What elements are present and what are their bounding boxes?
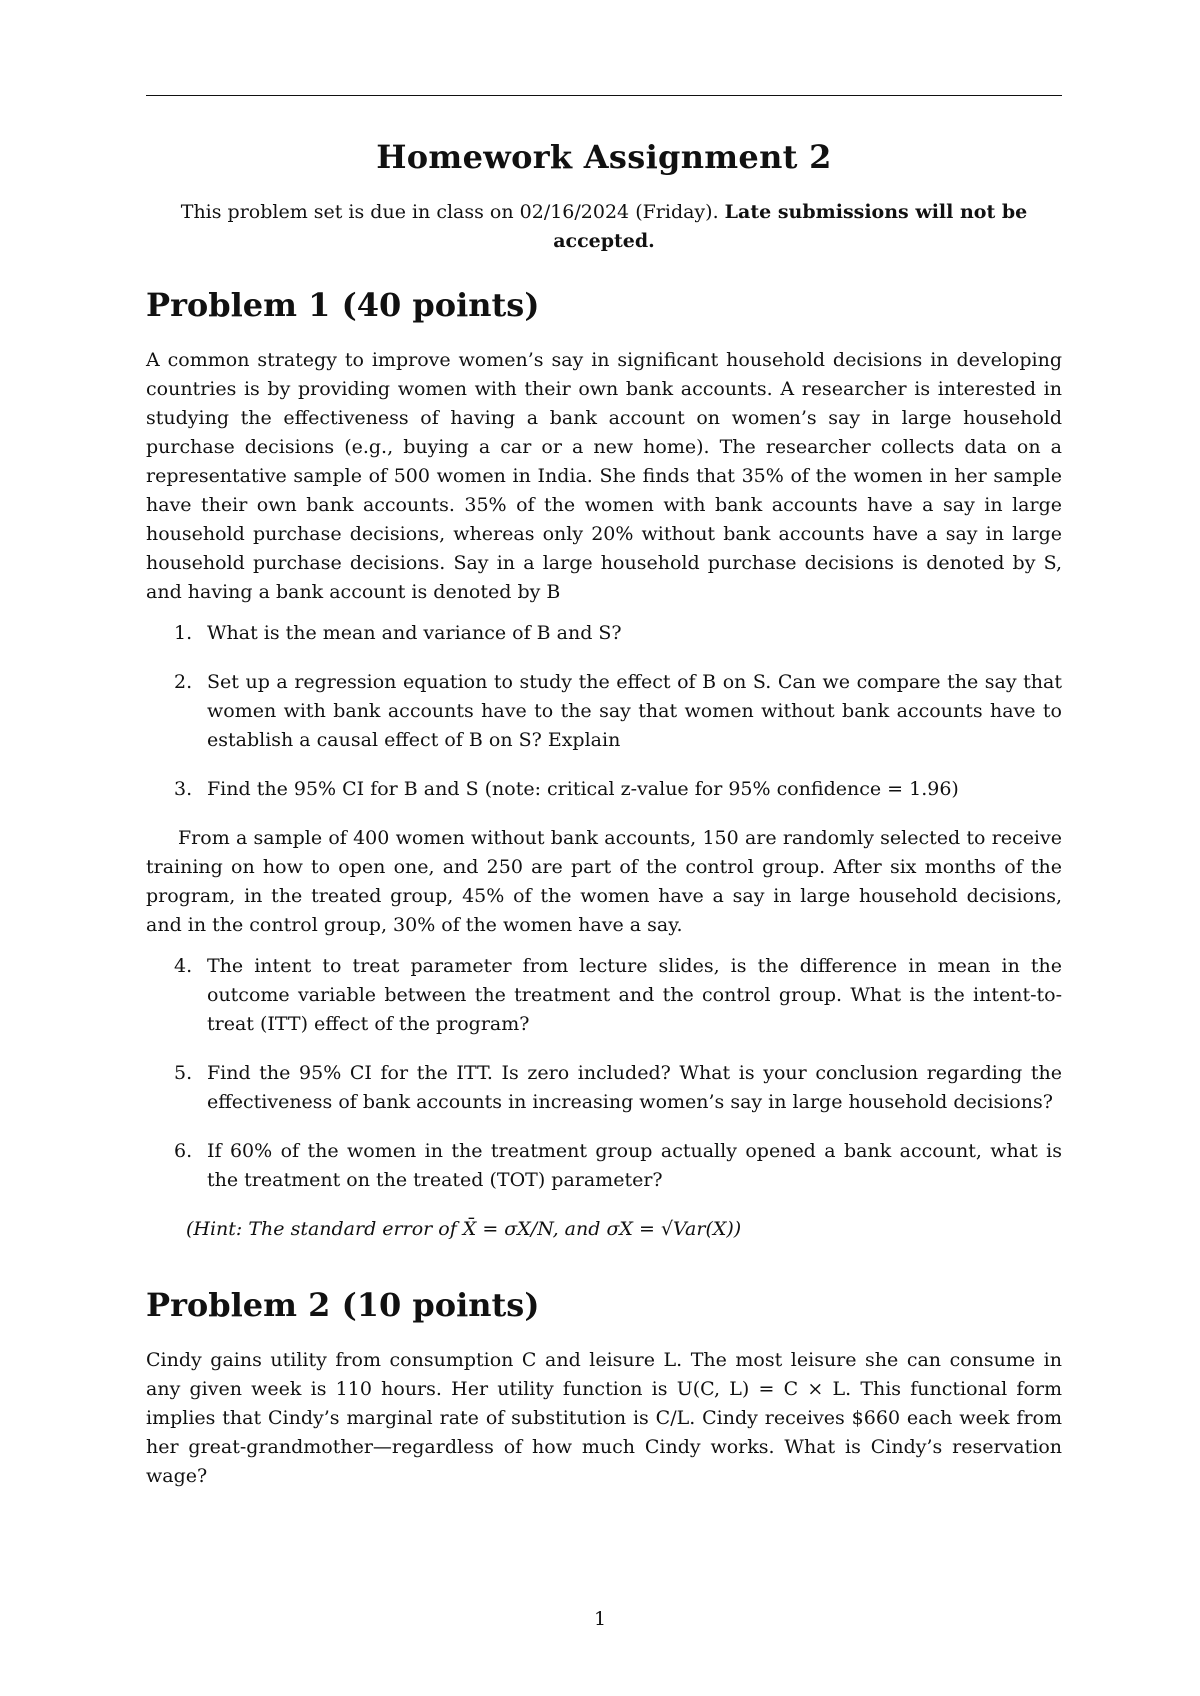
question-item [146,1137,1062,1195]
question-number: 2. [174,671,193,693]
problem-1-intro: A common strategy to improve women’s say in significant household decisions in developing countries is by providing women with their own bank accounts. A researcher is interested in studying the effectiveness of having a bank account on women’s say in large household purchase decisions (e.g., buying a car or a new home). The researcher collects data on a representative sample of 500 women in India. She finds that 35% of the women in her sample have their own bank accounts. 35% of the women with bank accounts have a say in large household purchase decisions, whereas only 20% without bank accounts have a say in large household purchase decisions. Say in a large household purchase decisions is denoted by S, and having a bank account is denoted by B [146,349,1062,603]
question-item [146,952,1062,1039]
problem-1-middle: From a sample of 400 women without bank accounts, 150 are randomly selected to receive training on how to open one, and 250 are part of the control group. After six months of the program, in the treated group, 45% of the women have a say in large household decisions, and in the control group, 30% of the women have a say. [146,827,1062,936]
page-number: 1 [593,1608,607,1630]
problem-2-heading: Problem 2 (10 points) [146,1286,540,1324]
question-text: The intent to treat parameter from lecture slides, is the difference in mean in the outcome variable between the treatment and the control group. What is the intent-to-treat (ITT) effect of the program? [207,955,1062,1035]
late-warning: Late submissions will not be accepted. [553,201,1028,252]
question-text: Find the 95% CI for the ITT. Is zero included? What is your conclusion regarding the effectiveness of bank accounts in increasing women’s say in large household decisions? [207,1062,1062,1113]
question-item [146,1059,1062,1117]
question-item [146,619,1062,648]
question-number: 3. [174,778,193,800]
question-list-b [146,952,1062,1195]
question-text: What is the mean and variance of B and S? [207,622,622,644]
question-text: Find the 95% CI for B and S (note: critical z-value for 95% confidence = 1.96) [207,778,959,800]
due-notice [146,198,1062,256]
question-number: 4. [174,955,193,977]
header-rule [146,95,1062,96]
page-title: Homework Assignment 2 [376,138,832,176]
question-text: Set up a regression equation to study the effect of B on S. Can we compare the say that women with bank accounts have to the say that women without bank accounts have to establish a causal effect of B on S? Explain [207,671,1062,751]
question-number: 5. [174,1062,193,1084]
problem-1-heading: Problem 1 (40 points) [146,286,540,324]
question-text: If 60% of the women in the treatment group actually opened a bank account, what is the treatment on the treated (TOT) parameter? [207,1140,1062,1191]
question-item [146,775,1062,804]
due-text: This problem set is due in class on 02/16/2024 (Friday). [180,201,719,223]
question-number: 1. [174,622,193,644]
question-item [146,668,1062,755]
question-number: 6. [174,1140,193,1162]
problem-2-text: Cindy gains utility from consumption C and leisure L. The most leisure she can consume in any given week is 110 hours. Her utility function is U(C, L) = C × L. This functional form implies that Cindy’s marginal rate of substitution is C/L. Cindy receives $660 each week from her great-grandmother—regardless of how much Cindy works. What is Cindy’s reservation wage? [146,1349,1062,1487]
question-list-a [146,619,1062,804]
hint-text: (Hint: The standard error of X̄ = σX/N, and σX = √Var(X)) [186,1218,742,1240]
document-body [146,130,1062,1491]
